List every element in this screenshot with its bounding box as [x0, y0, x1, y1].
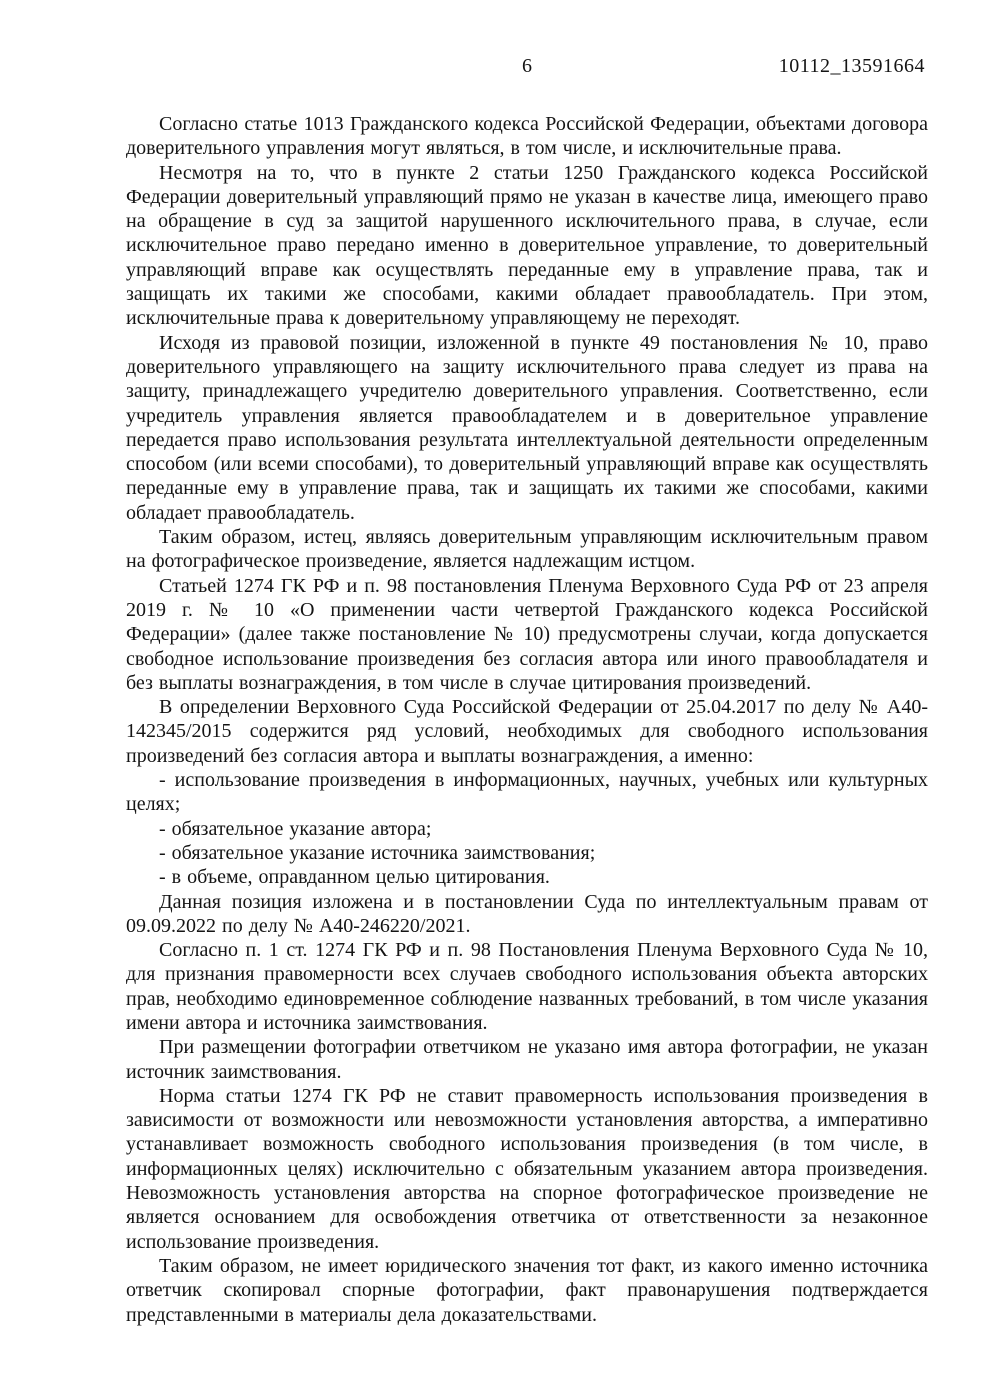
paragraph: Несмотря на то, что в пункте 2 статьи 1250 Гражданского кодекса Российской Федерации доверительный управляющий прямо не указан в качестве лица, имеющего право на обращение в суд за защитой нарушенного исключительного права, в случае, если исключительное право передано именно в доверительное управление, то доверительный управляющий вправе как осуществлять переданные ему в управление права, так и защищать их такими же способами, какими обладает правообладатель. При этом, исключительные права к доверительному управляющему не переходят. — [126, 161, 928, 330]
paragraph: Таким образом, не имеет юридического значения тот факт, из какого именно источника ответчик скопировал спорные фотографии, факт правонарушения подтверждается представленными в материалы дела доказательствами. — [126, 1254, 928, 1326]
paragraph: Таким образом, истец, являясь доверительным управляющим исключительным правом на фотографическое произведение, является надлежащим истцом. — [126, 526, 928, 573]
paragraph: Согласно статье 1013 Гражданского кодекса Российской Федерации, объектами договора доверительного управления могут являться, в том числе, и исключительные права. — [126, 113, 928, 160]
document-id: 10112_13591664 — [778, 55, 925, 77]
paragraph-list-item: - обязательное указание автора; — [159, 817, 432, 840]
paragraph: Исходя из правовой позиции, изложенной в пункте 49 постановления № 10, право доверительного управляющего на защиту исключительного права следует из права на защиту, принадлежащего учредителю доверительного управления. Соответственно, если учредитель управления является правообладателем и в доверительное управление передается право использования результата интеллектуальной деятельности определенным способом (или всеми способами), то доверительный управляющий вправе как осуществлять переданные ему в управление права, так и защищать их такими же способами, какими обладает правообладатель. — [126, 331, 928, 524]
paragraph-list-item: - использование произведения в информационных, научных, учебных или культурных целях; — [126, 769, 928, 816]
page-header — [126, 54, 928, 78]
paragraph: Статьей 1274 ГК РФ и п. 98 постановления Пленума Верховного Суда РФ от 23 апреля 2019 г. № 10 «О применении части четвертой Гражданского кодекса Российской Федерации» (далее также постановление № 10) предусмотрены случаи, когда допускается свободное использование произведения без согласия автора или иного правообладателя и без выплаты вознаграждения, в том числе в случае цитирования произведений. — [126, 574, 928, 694]
paragraph-list-item: - в объеме, оправданном целью цитирования. — [159, 866, 550, 889]
paragraph: Согласно п. 1 ст. 1274 ГК РФ и п. 98 Постановления Пленума Верховного Суда № 10, для признания правомерности всех случаев свободного использования объекта авторских прав, необходимо единовременное соблюдение названных требований, в том числе указания имени автора и источника заимствования. — [126, 939, 928, 1034]
paragraph: Норма статьи 1274 ГК РФ не ставит правомерность использования произведения в зависимости от возможности или невозможности установления авторства, а императивно устанавливает возможность свободного использования произведения (в том числе, в информационных целях) исключительно с обязательным указанием автора произведения. Невозможность установления авторства на спорное фотографическое произведение не является основанием для освобождения ответчика от ответственности за незаконное использование произведения. — [126, 1084, 928, 1253]
page-number: 6 — [522, 55, 532, 77]
paragraph: В определении Верховного Суда Российской Федерации от 25.04.2017 по делу № А40-142345/2015 содержится ряд условий, необходимых для свободного использования произведений без согласия автора и выплаты вознаграждения, а именно: — [126, 696, 928, 767]
paragraph-list-item: - обязательное указание источника заимствования; — [159, 841, 596, 864]
paragraph: Данная позиция изложена и в постановлении Суда по интеллектуальным правам от 09.09.2022 по делу № А40-246220/2021. — [126, 890, 928, 937]
paragraph: При размещении фотографии ответчиком не указано имя автора фотографии, не указан источник заимствования. — [126, 1036, 928, 1083]
document-body — [126, 112, 928, 1327]
